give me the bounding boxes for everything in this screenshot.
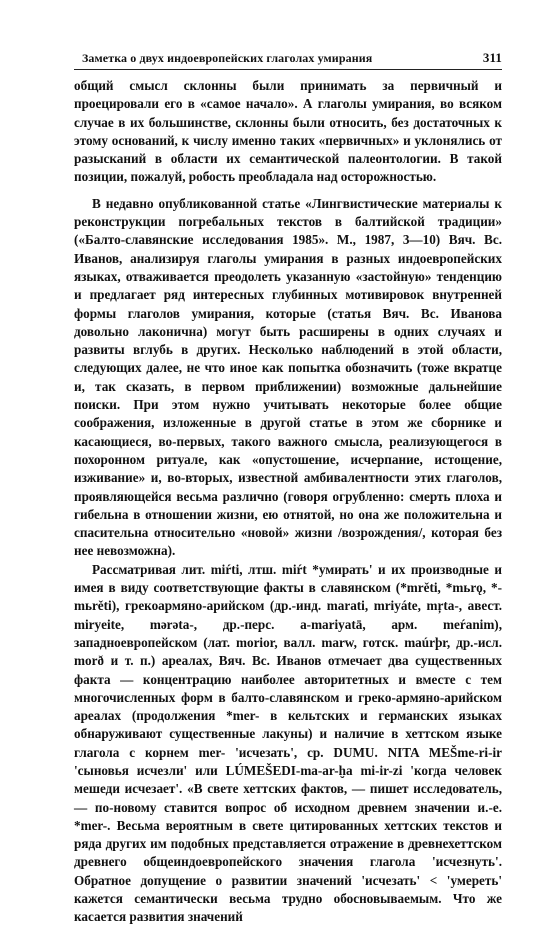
body-text	[74, 77, 502, 927]
header-rule	[74, 69, 502, 70]
running-header	[74, 49, 502, 67]
paragraph-3: Рассматривая лит. miŕti, лтш. miŕt *умирать' и их производные и имея в виду соответствующие факты в славянском (*mrěti, *mьrǫ, *-mьrěti), грекоармяно-арийском (др.-инд. marati, mriyáte, mŗta-, авест. miryeite, mərəta-, др.-перс. a-mariyatā, арм. meŕanim), западноевропейском (лат. morior, валл. marw, готск. maúrþr, др.-исл. morð и т. п.) ареалах, Вяч. Вс. Иванов отмечает два существенных факта — концентрацию наиболее авторитетных и вместе с тем многочисленных форм в балто-славянском и греко-армяно-арийском ареалах (продолжения *mer- в кельтских и германских языках обнаруживают существенные лакуны) и наличие в хеттском языке глагола с корнем mer- 'исчезать', ср. DUMU. NITA MEŠme-ri-ir 'сыновья исчезли' или LÚMEŠEDI-ma-ar-ḫa mi-ir-zi 'когда человек мешеди исчезает'. «В свете хеттских фактов, — пишет исследователь, — по-новому ставится вопрос об исходном древнем значении и.-е. *mer-. Весьма вероятным в свете цитированных хеттских текстов и ряда других им подобных представляется отражение в древнехеттском древнего общеиндоевропейского значения глагола 'исчезнуть'. Обратное допущение о развитии значений 'исчезать' < 'умереть' кажется семантически весьма трудно обосновываемым. Что же касается развития значений	[74, 561, 502, 925]
page-number: 311	[482, 50, 502, 65]
header-title: Заметка о двух индоевропейских глаголах умирания	[82, 51, 373, 65]
paragraph-2: В недавно опубликованной статье «Лингвистические материалы к реконструкции погребальных текстов в балтийской традиции» («Балто-славянские исследования 1985». М., 1987, 3—10) Вяч. Вс. Иванов, анализируя глаголы умирания в разных индоевропейских языках, отваживается преодолеть указанную «застойную» тенденцию и предлагает ряд интересных глубинных мотивировок внутренней формы глаголов умирания, которые (статья Вяч. Вс. Иванова довольно лаконична) могут быть расширены в одних случаях и развиты вглубь в других. Несколько наблюдений в этой области, следующих далее, не что иное как попытка обозначить (тоже вкратце и, так сказать, в первом приближении) возможные дальнейшие поиски. При этом нужно учитывать некоторые более общие соображения, изложенные в другой статье в этом же сборнике и касающиеся, во-первых, такого важного смысла, реализующегося в похоронном ритуале, как «опустошение, исчерпание, истощение, изживание» и, во-вторых, известной амбивалентности этих глаголов, проявляющейся весьма различно (говоря огрубленно: смерть плоха и гибельна в отношении жизни, ею отнятой, но она же положительна и спасительна относительно «новой» жизни /возрождения/, которая без нее невозможна).	[74, 195, 502, 559]
paragraph-1: общий смысл склонны были принимать за первичный и проецировали его в «самое начало». А глаголы умирания, во всяком случае в их большинстве, склонны были относить, без достаточных к этому оснований, к числу именно таких «первичных» и уклонялись от разысканий в области их семантической палеонтологии. В такой позиции, пожалуй, робость преобладала над осторожностью.	[74, 78, 502, 185]
